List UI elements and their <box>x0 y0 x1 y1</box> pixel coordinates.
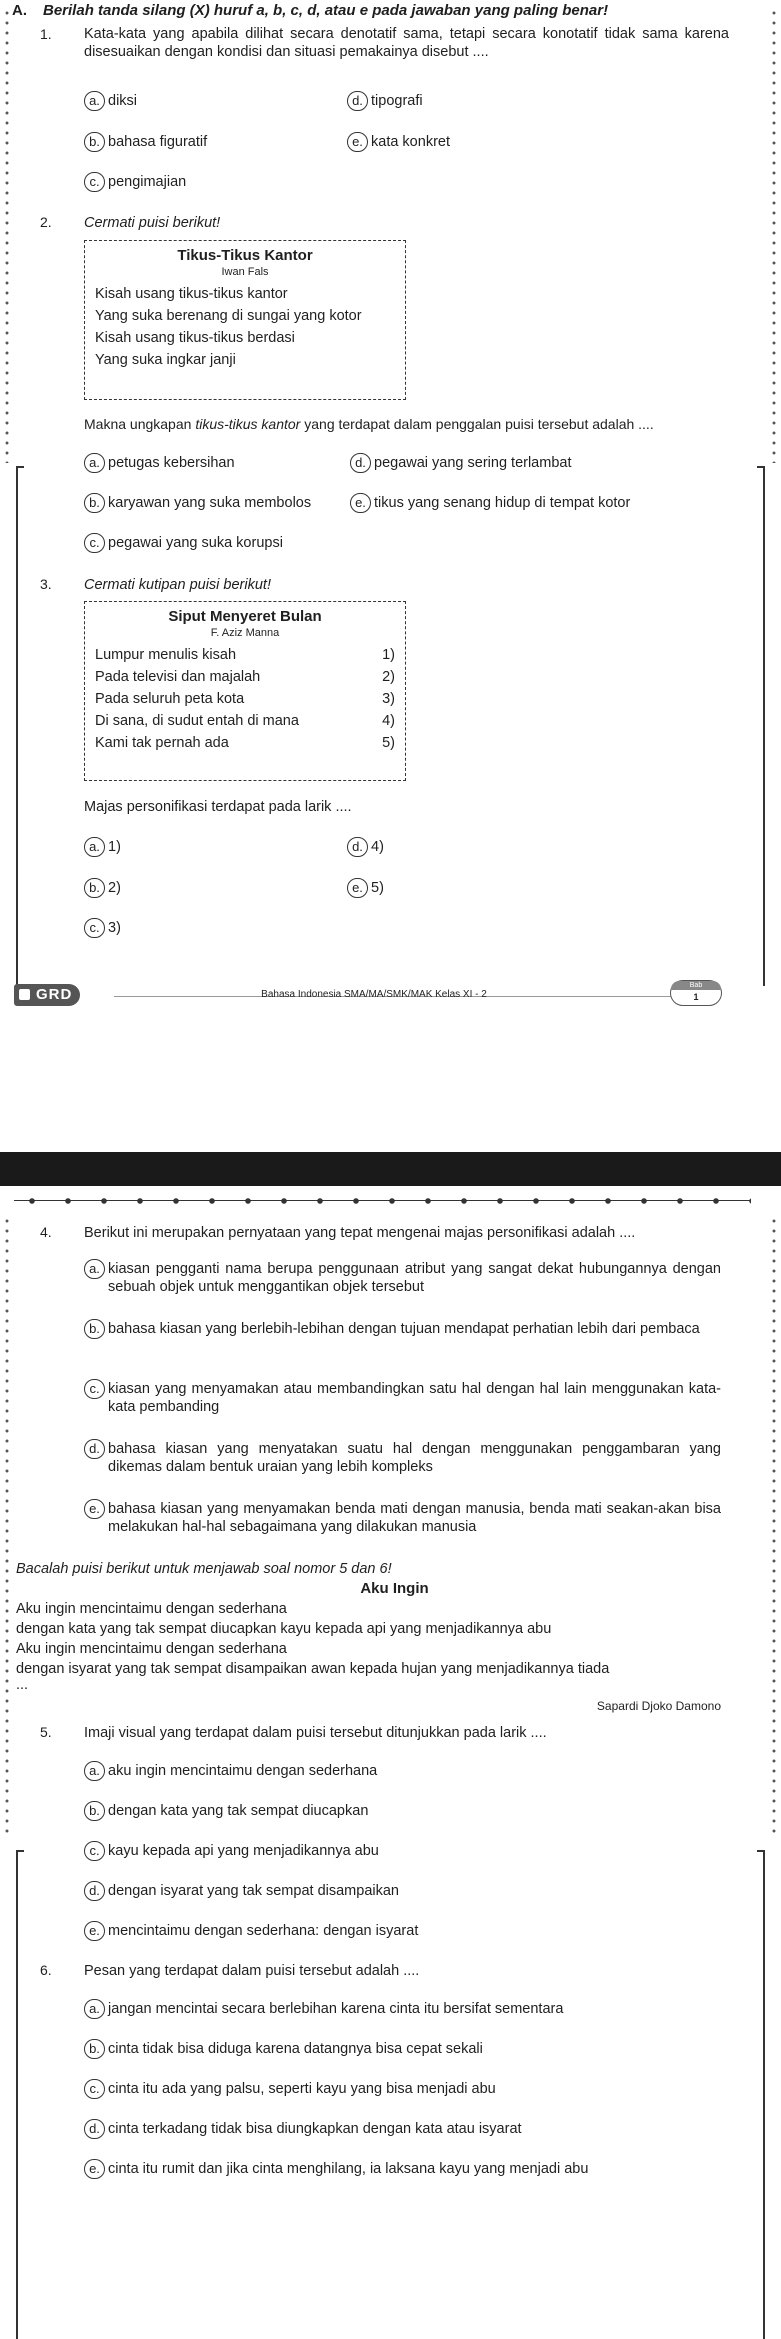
answer-option-5e[interactable] <box>84 1922 418 1941</box>
option-letter: c. <box>84 2079 105 2099</box>
reading-poem-line: dengan kata yang tak sempat diucapkan kayu kepada api yang menjadikannya abu <box>16 1621 552 1637</box>
question-1-text: Kata-kata yang apabila dilihat secara denotatif sama, tetapi secara konotatif tidak sama karena disesuaikan dengan kondisi dan situasi pemakainya disebut .... <box>84 26 729 61</box>
option-letter: a. <box>84 91 105 111</box>
option-letter: c. <box>84 918 105 938</box>
answer-option-6d[interactable] <box>84 2120 522 2139</box>
answer-option-6b[interactable] <box>84 2040 483 2059</box>
option-letter: c. <box>84 1841 105 1861</box>
margin-dots-left <box>5 8 9 463</box>
answer-option-5d[interactable] <box>84 1882 399 1901</box>
answer-option-1b[interactable] <box>84 133 207 152</box>
option-text: tikus yang senang hidup di tempat kotor <box>374 495 631 511</box>
answer-option-3b[interactable] <box>84 879 121 898</box>
option-text: mencintaimu dengan sederhana: dengan isyarat <box>108 1923 419 1939</box>
poem-line-number: 2) <box>382 668 395 685</box>
option-letter: e. <box>350 493 371 513</box>
option-letter: d. <box>84 2119 105 2139</box>
answer-option-4b[interactable] <box>84 1320 721 1339</box>
page-1 <box>0 0 781 1048</box>
option-text: cinta terkadang tidak bisa diungkapkan dengan kata atau isyarat <box>108 2121 522 2137</box>
option-letter: a. <box>84 1761 105 1781</box>
page-gap <box>0 1048 781 1152</box>
option-letter: d. <box>84 1881 105 1901</box>
option-letter: b. <box>84 132 105 152</box>
option-letter: e. <box>84 1499 105 1519</box>
option-text: jangan mencintai secara berlebihan karena cinta itu bersifat sementara <box>108 2001 564 2017</box>
answer-option-2c[interactable] <box>84 534 283 553</box>
poem-line-number: 5) <box>382 734 395 751</box>
margin-bracket-right <box>757 466 765 986</box>
question-5-text: Imaji visual yang terdapat dalam puisi tersebut ditunjukkan pada larik .... <box>84 1725 547 1741</box>
option-letter: d. <box>347 837 368 857</box>
poem-line-number: 3) <box>382 690 395 707</box>
option-letter: c. <box>84 533 105 553</box>
option-text: pengimajian <box>108 174 187 190</box>
question-3-text: Majas personifikasi terdapat pada larik .... <box>84 799 352 815</box>
option-letter: b. <box>84 878 105 898</box>
option-text: cinta tidak bisa diduga karena datangnya bisa cepat sekali <box>108 2041 483 2057</box>
margin-bracket-right <box>757 1850 765 2339</box>
option-letter: c. <box>84 1379 105 1399</box>
top-decorative-dots <box>14 1197 751 1205</box>
option-text: kayu kepada api yang menjadikannya abu <box>108 1843 379 1859</box>
publisher-logo: GRD <box>14 984 80 1006</box>
poem-line-text: Yang suka ingkar janji <box>95 351 236 368</box>
question-number: 5. <box>40 1724 52 1740</box>
answer-option-1c[interactable] <box>84 173 186 192</box>
option-letter: b. <box>84 2039 105 2059</box>
poem-line-text: Pada seluruh peta kota <box>95 690 245 707</box>
poem-line-text: Kisah usang tikus-tikus kantor <box>95 285 288 302</box>
question-2-suffix: yang terdapat dalam penggalan puisi tersebut adalah .... <box>300 416 654 432</box>
question-6-text: Pesan yang terdapat dalam puisi tersebut adalah .... <box>84 1963 420 1979</box>
answer-option-4a[interactable] <box>84 1260 721 1296</box>
option-text: kata konkret <box>371 134 450 150</box>
margin-dots-left <box>5 1216 9 1836</box>
reading-poem-line: Aku ingin mencintaimu dengan sederhana <box>16 1601 287 1617</box>
option-letter: e. <box>84 2159 105 2179</box>
option-text: 4) <box>371 839 384 855</box>
option-text: cinta itu rumit dan jika cinta menghilang, ia laksana kayu yang menjadi abu <box>108 2161 589 2177</box>
option-text: bahasa kiasan yang menyamakan benda mati dengan manusia, benda mati seakan-akan bisa melakukan hal-hal sebagaimana yang dilakukan manusia <box>108 1501 721 1536</box>
chapter-badge <box>670 980 722 1006</box>
chapter-badge-number: 1 <box>693 992 699 1002</box>
poem-line-text: Lumpur menulis kisah <box>95 646 237 663</box>
poem-box <box>84 601 406 781</box>
answer-option-2e[interactable] <box>350 494 630 513</box>
answer-option-1d[interactable] <box>347 92 423 111</box>
option-text: tipografi <box>371 93 423 109</box>
poem-line <box>95 327 395 349</box>
answer-option-3d[interactable] <box>347 838 384 857</box>
question-3-instruction: Cermati kutipan puisi berikut! <box>84 577 271 593</box>
poem-line-text: Kami tak pernah ada <box>95 734 229 751</box>
question-number: 1. <box>40 26 52 42</box>
option-text: pegawai yang sering terlambat <box>374 455 572 471</box>
poem-line-text: Yang suka berenang di sungai yang kotor <box>95 307 362 324</box>
option-text: 3) <box>108 920 121 936</box>
option-text: kiasan yang menyamakan atau membandingkan satu hal dengan hal lain menggunakan kata-kata pembanding <box>108 1381 721 1416</box>
poem-line-text: Di sana, di sudut entah di mana <box>95 712 299 729</box>
answer-option-2a[interactable] <box>84 454 235 473</box>
poem-title: Siput Menyeret Bulan <box>168 608 322 625</box>
poem-line <box>95 732 395 754</box>
option-letter: c. <box>84 172 105 192</box>
reading-poem-line: ... <box>16 1677 29 1693</box>
question-2-italic: tikus-tikus kantor <box>195 416 301 432</box>
answer-option-6c[interactable] <box>84 2080 496 2099</box>
answer-option-4e[interactable] <box>84 1500 721 1536</box>
poem-author: F. Aziz Manna <box>210 626 280 639</box>
poem-line <box>95 710 395 732</box>
poem-box <box>84 240 406 400</box>
reading-poem-line: dengan isyarat yang tak sempat disampaikan awan kepada hujan yang menjadikannya tiada <box>16 1661 610 1677</box>
poem-line-text: Kisah usang tikus-tikus berdasi <box>95 329 295 346</box>
question-4-text: Berikut ini merupakan pernyataan yang tepat mengenai majas personifikasi adalah .... <box>84 1225 636 1241</box>
option-letter: a. <box>84 453 105 473</box>
margin-dots-right <box>772 1216 776 1836</box>
poem-line <box>95 644 395 666</box>
answer-option-3a[interactable] <box>84 838 121 857</box>
answer-option-1a[interactable] <box>84 92 137 111</box>
option-text: kiasan pengganti nama berupa penggunaan atribut yang sangat dekat hubungannya dengan sebuah objek untuk menggantikan objek tersebut <box>108 1261 721 1296</box>
chapter-badge-label: Bab <box>671 981 721 990</box>
poem-line <box>95 688 395 710</box>
poem-line <box>95 666 395 688</box>
section-instruction <box>12 2 608 21</box>
question-number: 2. <box>40 214 52 230</box>
option-text: pegawai yang suka korupsi <box>108 535 283 551</box>
reading-poem-author: Sapardi Djoko Damono <box>596 1699 721 1713</box>
question-number: 6. <box>40 1962 52 1978</box>
question-2-text <box>84 416 729 434</box>
question-2-prefix: Makna ungkapan <box>84 416 196 432</box>
answer-option-1e[interactable] <box>347 133 450 152</box>
option-text: bahasa kiasan yang berlebih-lebihan dengan tujuan mendapat perhatian lebih dari pembaca <box>108 1321 700 1337</box>
answer-option-4c[interactable] <box>84 1380 721 1416</box>
option-text: karyawan yang suka membolos <box>108 495 312 511</box>
option-text: 1) <box>108 839 121 855</box>
poem-line-number: 1) <box>382 646 395 663</box>
poem-line-text: Pada televisi dan majalah <box>95 668 261 685</box>
option-letter: a. <box>84 1999 105 2019</box>
reading-instruction: Bacalah puisi berikut untuk menjawab soal nomor 5 dan 6! <box>16 1561 392 1577</box>
reading-poem-line: Aku ingin mencintaimu dengan sederhana <box>16 1641 287 1657</box>
answer-option-2b[interactable] <box>84 494 311 513</box>
section-instruction-text: Berilah tanda silang (X) huruf a, b, c, d, atau e pada jawaban yang paling benar! <box>43 2 609 19</box>
option-letter: b. <box>84 1801 105 1821</box>
footer-book-title: Bahasa Indonesia SMA/MA/SMK/MAK Kelas XI - 2 <box>261 989 487 1000</box>
page-2 <box>0 1186 781 2339</box>
option-text: 2) <box>108 880 121 896</box>
option-text: dengan kata yang tak sempat diucapkan <box>108 1803 369 1819</box>
section-letter: A. <box>12 2 27 19</box>
answer-option-6e[interactable] <box>84 2160 588 2179</box>
answer-option-4d[interactable] <box>84 1440 721 1476</box>
answer-option-5c[interactable] <box>84 1842 379 1861</box>
option-letter: b. <box>84 1319 105 1339</box>
poem-title: Tikus-Tikus Kantor <box>177 247 313 264</box>
poem-line <box>95 305 395 327</box>
poem-line <box>95 283 395 305</box>
answer-option-3c[interactable] <box>84 919 121 938</box>
option-letter: a. <box>84 837 105 857</box>
option-letter: b. <box>84 493 105 513</box>
question-number: 3. <box>40 576 52 592</box>
option-text: aku ingin mencintaimu dengan sederhana <box>108 1763 378 1779</box>
option-letter: a. <box>84 1259 105 1279</box>
answer-option-5a[interactable] <box>84 1762 377 1781</box>
answer-option-3e[interactable] <box>347 879 384 898</box>
option-letter: e. <box>347 132 368 152</box>
margin-dots-right <box>772 8 776 463</box>
poem-line-number: 4) <box>382 712 395 729</box>
answer-option-5b[interactable] <box>84 1802 368 1821</box>
option-text: cinta itu ada yang palsu, seperti kayu yang bisa menjadi abu <box>108 2081 496 2097</box>
option-letter: e. <box>84 1921 105 1941</box>
margin-bracket-left <box>16 1850 24 2339</box>
option-letter: e. <box>347 878 368 898</box>
option-letter: d. <box>347 91 368 111</box>
option-text: bahasa figuratif <box>108 134 208 150</box>
page-footer <box>14 984 734 1006</box>
poem-author: Iwan Fals <box>221 265 269 278</box>
poem-line <box>95 349 395 371</box>
option-text: petugas kebersihan <box>108 455 235 471</box>
option-text: 5) <box>371 880 384 896</box>
question-number: 4. <box>40 1224 52 1240</box>
option-text: bahasa kiasan yang menyatakan suatu hal dengan menggunakan penggambaran yang dikemas dalam bentuk uraian yang lebih kompleks <box>108 1441 721 1476</box>
option-text: dengan isyarat yang tak sempat disampaikan <box>108 1883 399 1899</box>
page-separator-bar <box>0 1152 781 1186</box>
answer-option-2d[interactable] <box>350 454 571 473</box>
option-text: diksi <box>108 93 138 109</box>
answer-option-6a[interactable] <box>84 2000 563 2019</box>
option-letter: d. <box>84 1439 105 1459</box>
margin-bracket-left <box>16 466 24 986</box>
option-letter: d. <box>350 453 371 473</box>
question-2-instruction: Cermati puisi berikut! <box>84 215 221 231</box>
reading-poem-title: Aku Ingin <box>360 1580 429 1597</box>
